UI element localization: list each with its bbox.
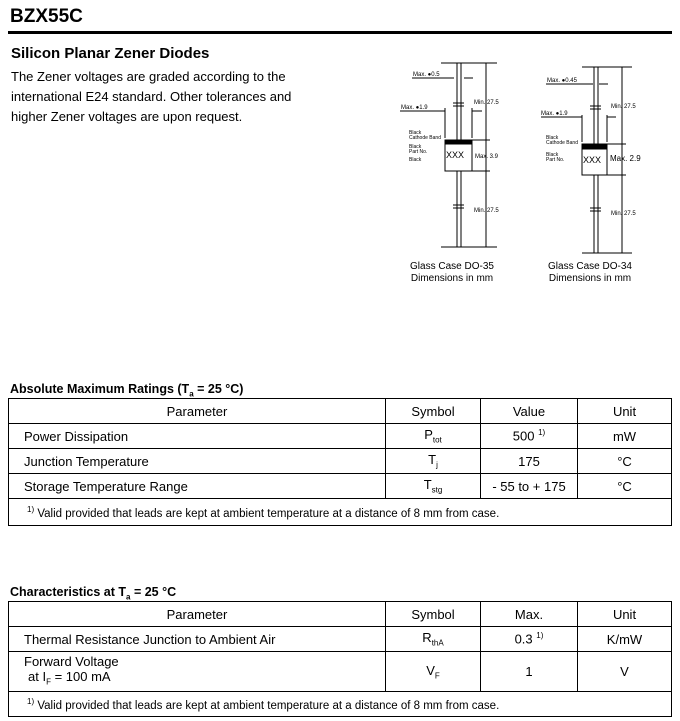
table-header-row xyxy=(9,602,672,627)
abs-max-table xyxy=(8,398,672,526)
cathode-band-label: Black xyxy=(409,130,422,136)
param-cell: Thermal Resistance Junction to Ambient Air xyxy=(9,627,386,652)
unit-cell: °C xyxy=(578,449,672,474)
lead-diameter-label: Max. ●0.45 xyxy=(547,78,577,84)
caption-line: Glass Case DO-35 xyxy=(410,261,494,272)
marking: XXX xyxy=(583,155,602,165)
header-symbol: Symbol xyxy=(386,399,481,424)
symbol-cell: $P_{tot}$ xyxy=(386,424,481,449)
part-no-label: Black xyxy=(409,144,422,150)
unit-cell: °C xyxy=(578,474,672,499)
param-cell: Forward Voltage at $I_F = 100$ mA xyxy=(9,652,386,692)
header-value: Value xyxy=(481,399,578,424)
part-no-label-2: Part No. xyxy=(409,149,428,155)
body-length-label: Max. 2.9 xyxy=(610,154,641,163)
title-rule xyxy=(8,31,672,34)
marking: XXX xyxy=(446,150,465,160)
param-cell: Power Dissipation xyxy=(9,424,386,449)
header-unit: Unit xyxy=(578,602,672,627)
caption-line: Dimensions in mm xyxy=(410,273,494,284)
table-row xyxy=(9,449,672,474)
table-row xyxy=(9,627,672,652)
lead-length-bottom-label: Min. 27.5 xyxy=(611,211,636,217)
characteristics-table xyxy=(8,601,672,717)
value-cell: 500 $^{1)}$ xyxy=(481,424,578,449)
part-no-label-2: Part No. xyxy=(546,157,565,163)
header-parameter: Parameter xyxy=(9,399,386,424)
cathode-band-label: Black xyxy=(546,135,559,141)
lead-length-top-label: Min. 27.5 xyxy=(611,104,636,110)
table-row xyxy=(9,424,672,449)
table-row xyxy=(9,474,672,499)
value-cell: 175 xyxy=(481,449,578,474)
symbol-cell: $T_j$ xyxy=(386,449,481,474)
do35-diagram xyxy=(398,60,508,260)
lead-diameter-label: Max. ●0.5 xyxy=(413,72,440,78)
param-cell: Junction Temperature xyxy=(9,449,386,474)
footnote: $^{1)}$ Valid provided that leads are kept at ambient temperature at a distance of 8 mm from case. xyxy=(9,692,672,717)
header-max: Max. xyxy=(481,602,578,627)
lead-length-bottom-label: Min. 27.5 xyxy=(474,208,499,214)
symbol-cell: $T_{stg}$ xyxy=(386,474,481,499)
value-cell: - 55 to + 175 xyxy=(481,474,578,499)
table-row xyxy=(9,652,672,692)
page-title: BZX55C xyxy=(10,6,83,27)
section-subtitle: Silicon Planar Zener Diodes xyxy=(11,45,210,62)
cathode-band-label-2: Cathode Band xyxy=(546,140,578,146)
header-parameter: Parameter xyxy=(9,602,386,627)
symbol-cell: $V_F$ xyxy=(386,652,481,692)
unit-cell: K/mW xyxy=(578,627,672,652)
intro-text: The Zener voltages are graded according to the international E24 standard. Other tolerances and higher Zener voltages are upon request. xyxy=(11,69,292,124)
symbol-cell: $R_{thA}$ xyxy=(386,627,481,652)
do34-caption xyxy=(530,261,650,285)
part-no-label: Black xyxy=(546,152,559,158)
characteristics-title: Characteristics at $T_a = 25$ °C xyxy=(10,585,177,602)
body-length-label: Max. 3.9 xyxy=(475,154,499,160)
value-cell: 0.3 $^{1)}$ xyxy=(481,627,578,652)
value-cell: 1 xyxy=(481,652,578,692)
table-header-row xyxy=(9,399,672,424)
header-unit: Unit xyxy=(578,399,672,424)
footnote-row xyxy=(9,499,672,526)
body-diameter-label: Max. ●1.9 xyxy=(401,105,428,111)
param-cell: Storage Temperature Range xyxy=(9,474,386,499)
body-diameter-label: Max. ●1.9 xyxy=(541,111,568,117)
footnote: $^{1)}$ Valid provided that leads are kept at ambient temperature at a distance of 8 mm from case. xyxy=(9,499,672,526)
unit-cell: V xyxy=(578,652,672,692)
black-label: Black xyxy=(409,157,422,163)
footnote-row xyxy=(9,692,672,717)
cathode-band-label-2: Cathode Band xyxy=(409,135,441,141)
header-symbol: Symbol xyxy=(386,602,481,627)
caption-line: Glass Case DO-34 xyxy=(548,261,632,272)
abs-max-title: Absolute Maximum Ratings ($T_a = 25$ °C) xyxy=(10,382,244,399)
lead-length-top-label: Min. 27.5 xyxy=(474,100,499,106)
do34-diagram xyxy=(538,62,648,262)
do35-caption xyxy=(392,261,512,285)
caption-line: Dimensions in mm xyxy=(548,273,632,284)
unit-cell: mW xyxy=(578,424,672,449)
